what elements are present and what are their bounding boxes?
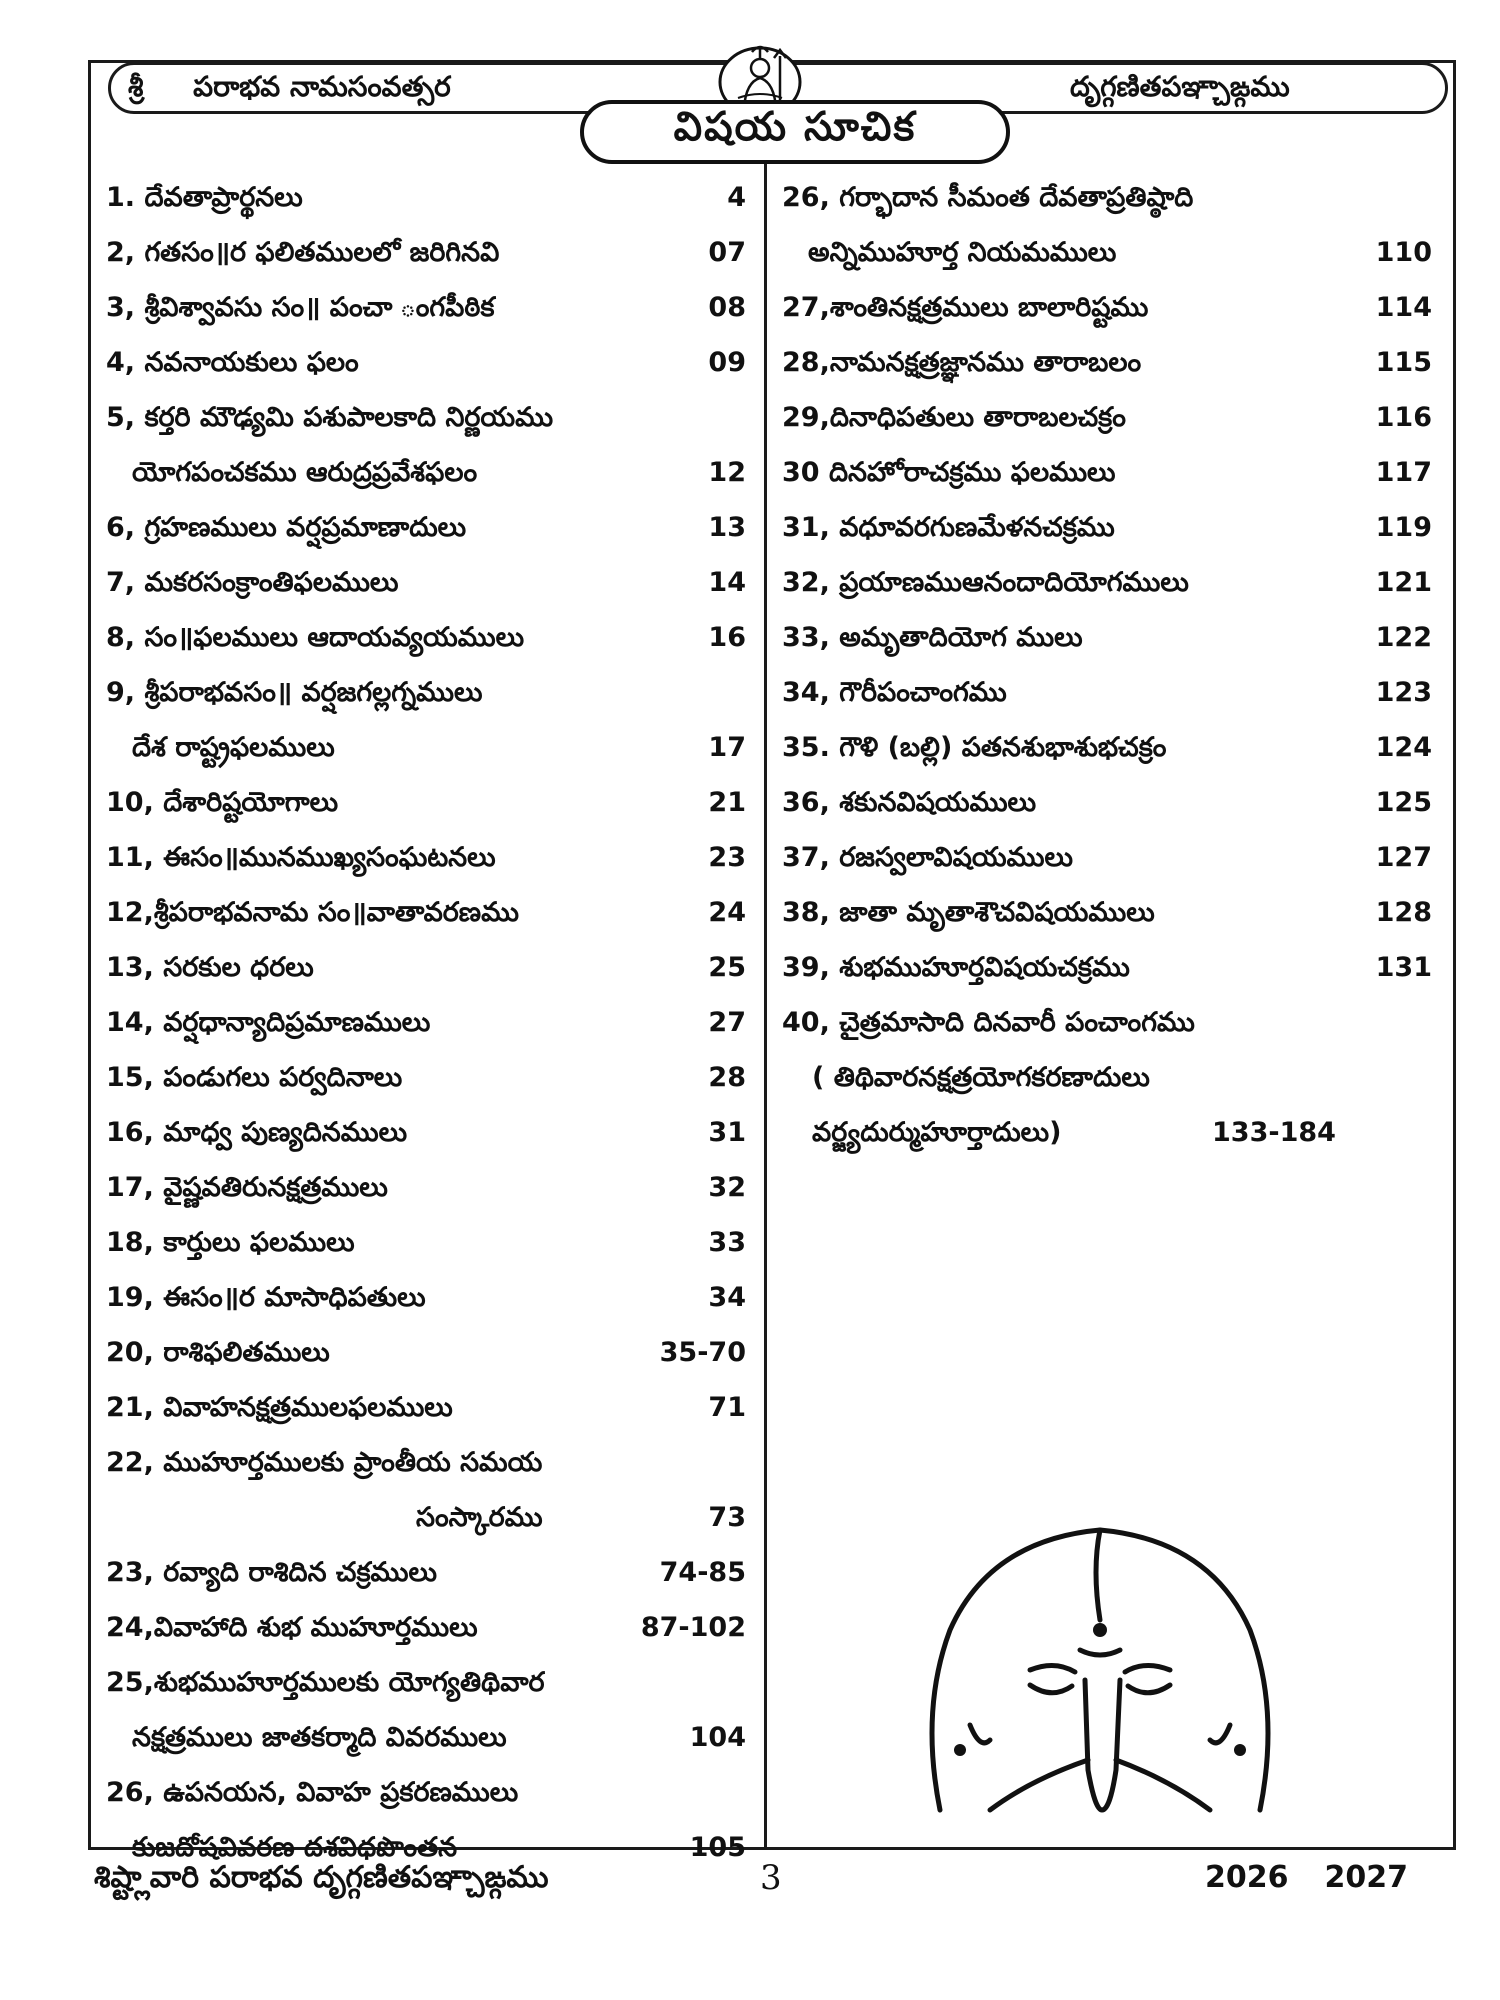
toc-entry [106,1435,746,1490]
toc-entry-title: నక్షత్రములు జాతకర్మాది వివరములు [132,1722,507,1753]
toc-entry [782,1050,1432,1105]
toc-entry-title: 21, వివాహనక్షత్రములఫలములు [106,1392,453,1423]
toc-entry-title: 2, గతసం॥ర ఫలితములలో జరిగినవి [106,237,500,268]
toc-entry [782,1105,1432,1160]
toc-right-column [782,170,1432,1160]
toc-entry-title: 35. గౌళి (బల్లి) పతనశుభాశుభచక్రం [782,732,1167,763]
toc-entry-page: 73 [708,1502,746,1533]
toc-entry-page: 124 [1375,732,1432,763]
toc-entry [106,390,746,445]
toc-entry-title: 18, కార్తులు ఫలములు [106,1227,355,1258]
toc-entry-page: 4 [727,182,746,213]
toc-entry [782,995,1432,1050]
toc-entry-page: 34 [708,1282,746,1313]
toc-entry-page: 123 [1375,677,1432,708]
toc-entry-title: 6, గ్రహణములు వర్షప్రమాణాదులు [106,512,467,543]
toc-entry [106,720,746,775]
toc-entry-page: 12 [708,457,746,488]
toc-entry [106,1270,746,1325]
toc-entry-page: 125 [1375,787,1432,818]
toc-entry-title: 15, పండుగలు పర్వదినాలు [106,1062,403,1093]
toc-entry-title: 13, సరకుల ధరలు [106,952,314,983]
header-sri: శ్రీ [128,70,144,103]
toc-entry-title: 19, ఈసం॥ర మాసాధిపతులు [106,1282,426,1313]
toc-entry [106,1655,746,1710]
toc-entry-title: 36, శకునవిషయములు [782,787,1037,818]
toc-entry-page: 116 [1375,402,1432,433]
toc-entry-page: 71 [708,1392,746,1423]
toc-entry-title: 33, అమృతాదియోగ ములు [782,622,1083,653]
toc-entry-title: 29,దినాధిపతులు తారాబలచక్రం [782,402,1126,433]
page-title: విషయ సూచిక [580,100,1010,164]
toc-entry [106,995,746,1050]
toc-entry-page: 127 [1375,842,1432,873]
toc-entry [782,885,1432,940]
toc-entry-title: ( తిథివారనక్షత్రయోగకరణాదులు [812,1062,1150,1093]
toc-entry-page: 31 [708,1117,746,1148]
toc-entry [106,555,746,610]
toc-entry [106,1600,746,1655]
toc-entry [106,1050,746,1105]
toc-entry-title: కుజదోషవివరణ దశవిధపొంతన [132,1832,458,1863]
toc-entry-title: వర్జ్యదుర్ముహూర్తాదులు) [812,1117,1062,1148]
column-divider [764,164,767,1850]
toc-entry [106,500,746,555]
toc-entry [106,830,746,885]
toc-entry-title: 27,శాంతినక్షత్రములు బాలారిష్టము [782,292,1149,323]
toc-entry-title: 24,వివాహాది శుభ ముహూర్తములు [106,1612,478,1643]
toc-entry [782,940,1432,995]
toc-entry-title: 16, మాధ్వ పుణ్యదినములు [106,1117,408,1148]
toc-entry-title: 10, దేశారిష్టయోగాలు [106,787,339,818]
toc-entry-page: 74-85 [659,1557,746,1588]
footer-years [1205,1860,1408,1895]
toc-entry-page: 16 [708,622,746,653]
toc-entry [782,830,1432,885]
header-left [128,70,451,110]
toc-entry [106,335,746,390]
toc-entry-page: 33 [708,1227,746,1258]
toc-entry-title: 23, రవ్యాది రాశిదిన చక్రములు [106,1557,437,1588]
toc-entry-title: 9, శ్రీపరాభవసం॥ వర్షజగల్లగ్నములు [106,677,483,708]
toc-entry-page: 128 [1375,897,1432,928]
toc-entry-title: 40, చైత్రమాసాది దినవారీ పంచాంగము [782,1007,1195,1038]
toc-entry-title: యోగపంచకము ఆరుద్రప్రవేశఫలం [132,457,478,488]
toc-entry [106,1710,746,1765]
toc-entry [106,1380,746,1435]
toc-entry-page: 104 [689,1722,746,1753]
toc-entry [106,775,746,830]
toc-entry-title: 22, ముహూర్తములకు ప్రాంతీయ సమయ [106,1447,543,1478]
toc-entry-page: 13 [708,512,746,543]
toc-entry-page: 17 [708,732,746,763]
toc-entry [782,720,1432,775]
toc-entry-title: 30 దినహోరాచక్రము ఫలములు [782,457,1116,488]
toc-entry [106,280,746,335]
toc-entry [782,335,1432,390]
toc-entry-title: 28,నామనక్షత్రజ్ఞానము తారాబలం [782,347,1142,378]
toc-entry-title: 4, నవనాయకులు ఫలం [106,347,359,378]
toc-left-column [106,170,746,1875]
toc-entry-page: 117 [1375,457,1432,488]
toc-entry [106,445,746,500]
toc-entry [782,225,1432,280]
toc-entry [782,445,1432,500]
toc-entry-page: 119 [1375,512,1432,543]
toc-entry-page: 25 [708,952,746,983]
header-year-name: పరాభవ నామసంవత్సర [193,70,451,103]
toc-entry [782,390,1432,445]
toc-entry-page: 35-70 [659,1337,746,1368]
header-right: దృగ్గణితపఞ్చాఙ్గము [1070,70,1290,103]
footer-book-title: శిష్ట్లావారి పరాభవ దృగ్గణితపఞ్చాఙ్గము [94,1860,549,1895]
toc-entry [106,1490,746,1545]
toc-entry-title: 37, రజస్వలావిషయములు [782,842,1073,873]
toc-entry [106,1215,746,1270]
toc-entry-page: 08 [708,292,746,323]
toc-entry-page: 87-102 [640,1612,746,1643]
toc-entry [782,555,1432,610]
toc-entry [106,940,746,995]
toc-entry [106,885,746,940]
toc-entry-title: 34, గౌరీపంచాంగము [782,677,1007,708]
toc-entry-page: 114 [1375,292,1432,323]
toc-entry-title: 12,శ్రీపరాభవనామ సం॥వాతావరణము [106,897,520,928]
footer-year-end: 2027 [1324,1860,1408,1895]
toc-entry-page: 07 [708,237,746,268]
toc-entry-page: 28 [708,1062,746,1093]
toc-entry [106,1545,746,1600]
toc-entry-title: 26, ఉపనయన, వివాహ ప్రకరణములు [106,1777,519,1808]
toc-entry-page: 121 [1375,567,1432,598]
toc-entry [106,1105,746,1160]
toc-entry-title: 32, ప్రయాణముఆనందాదియోగములు [782,567,1189,598]
toc-entry-page: 27 [708,1007,746,1038]
toc-entry-title: 25,శుభముహూర్తములకు యోగ్యతిథివార [106,1667,545,1698]
footer-page-number: 3 [760,1858,782,1898]
toc-entry [106,665,746,720]
toc-entry-title: 8, సం॥ఫలములు ఆదాయవ్యయములు [106,622,525,653]
toc-entry-title: 17, వైష్ణవతిరునక్షత్రములు [106,1172,388,1203]
toc-entry-page: 32 [708,1172,746,1203]
toc-entry-title: 20, రాశిఫలితములు [106,1337,330,1368]
toc-entry-title: 1. దేవతాప్రార్థనలు [106,182,303,213]
toc-entry-title: 38, జాతా మృతాశౌచవిషయములు [782,897,1155,928]
toc-entry-page: 09 [708,347,746,378]
toc-entry-title: 26, గర్భాదాన సీమంత దేవతాప్రతిష్ఠాది [782,182,1194,213]
toc-entry-page: 122 [1375,622,1432,653]
toc-entry-page: 115 [1375,347,1432,378]
toc-entry-page: 24 [708,897,746,928]
toc-entry-title: 11, ఈసం॥మునముఖ్యసంఘటనలు [106,842,496,873]
toc-entry-page: 14 [708,567,746,598]
toc-entry [106,170,746,225]
toc-entry-title: 5, కర్తరి మౌఢ్యమి పశుపాలకాది నిర్ణయము [106,402,554,433]
toc-entry-page: 23 [708,842,746,873]
toc-entry-page: 133-184 [1212,1117,1336,1148]
namaste-hands-icon [880,1510,1320,1830]
toc-entry [106,225,746,280]
toc-entry [106,1765,746,1820]
toc-entry [106,1325,746,1380]
toc-entry-title: సంస్కారము [416,1502,543,1533]
toc-entry [106,1160,746,1215]
toc-entry [106,610,746,665]
toc-entry [782,500,1432,555]
toc-entry-title: దేశ రాష్ట్రఫలములు [132,732,335,763]
toc-entry-page: 110 [1375,237,1432,268]
toc-entry-title: 3, శ్రీవిశ్వావసు సం॥ పంచా ంగపీఠిక [106,292,495,323]
toc-entry-title: 14, వర్షధాన్యాదిప్రమాణములు [106,1007,431,1038]
footer-year-start: 2026 [1205,1860,1289,1895]
toc-entry [782,775,1432,830]
toc-entry-title: 39, శుభముహూర్తవిషయచక్రము [782,952,1130,983]
toc-entry [782,665,1432,720]
toc-entry-title: 7, మకరసంక్రాంతిఫలములు [106,567,399,598]
toc-entry-page: 131 [1375,952,1432,983]
toc-entry-page: 105 [689,1832,746,1863]
toc-entry-page: 21 [708,787,746,818]
toc-entry-title: అన్నిముహూర్త నియమములు [808,237,1117,268]
toc-entry-title: 31, వధూవరగుణమేళనచక్రము [782,512,1115,543]
toc-entry [782,280,1432,335]
toc-entry [782,610,1432,665]
toc-entry [782,170,1432,225]
